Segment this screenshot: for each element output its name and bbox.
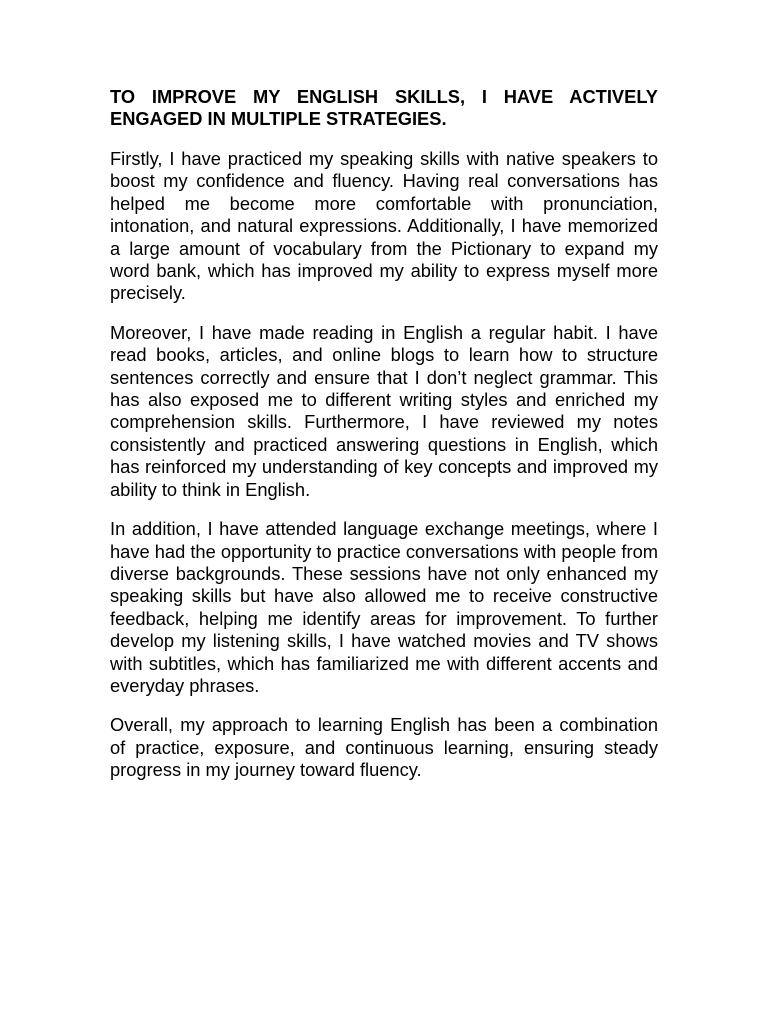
paragraph-firstly: Firstly, I have practiced my speaking skills with native speakers to boost my confidence and fluency. Having real conversations has helped me become more comfortable with pronunciation, intonation, and natural expressions. Additionally, I have memorized a large amount of vocabulary from the Pictionary to expand my word bank, which has improved my ability to express myself more precisely. — [110, 148, 658, 304]
paragraph-overall: Overall, my approach to learning English has been a combination of practice, exposure, and continuous learning, ensuring steady progress in my journey toward fluency. — [110, 714, 658, 781]
paragraph-moreover: Moreover, I have made reading in English a regular habit. I have read books, articles, and online blogs to learn how to structure sentences correctly and ensure that I don’t neglect grammar. This has also exposed me to different writing styles and enriched my comprehension skills. Furthermore, I have reviewed my notes consistently and practiced answering questions in English, which has reinforced my understanding of key concepts and improved my ability to think in English. — [110, 321, 658, 500]
paragraph-in-addition: In addition, I have attended language exchange meetings, where I have had the opportunity to practice conversations with people from diverse backgrounds. These sessions have not only enhanced my speaking skills but have also allowed me to receive constructive feedback, helping me identify areas for improvement. To further develop my listening skills, I have watched movies and TV shows with subtitles, which has familiarized me with different accents and everyday phrases. — [110, 518, 658, 696]
document-title: TO IMPROVE MY ENGLISH SKILLS, I HAVE ACTIVELY ENGAGED IN MULTIPLE STRATEGIES. — [110, 86, 658, 129]
document-body — [110, 86, 658, 799]
